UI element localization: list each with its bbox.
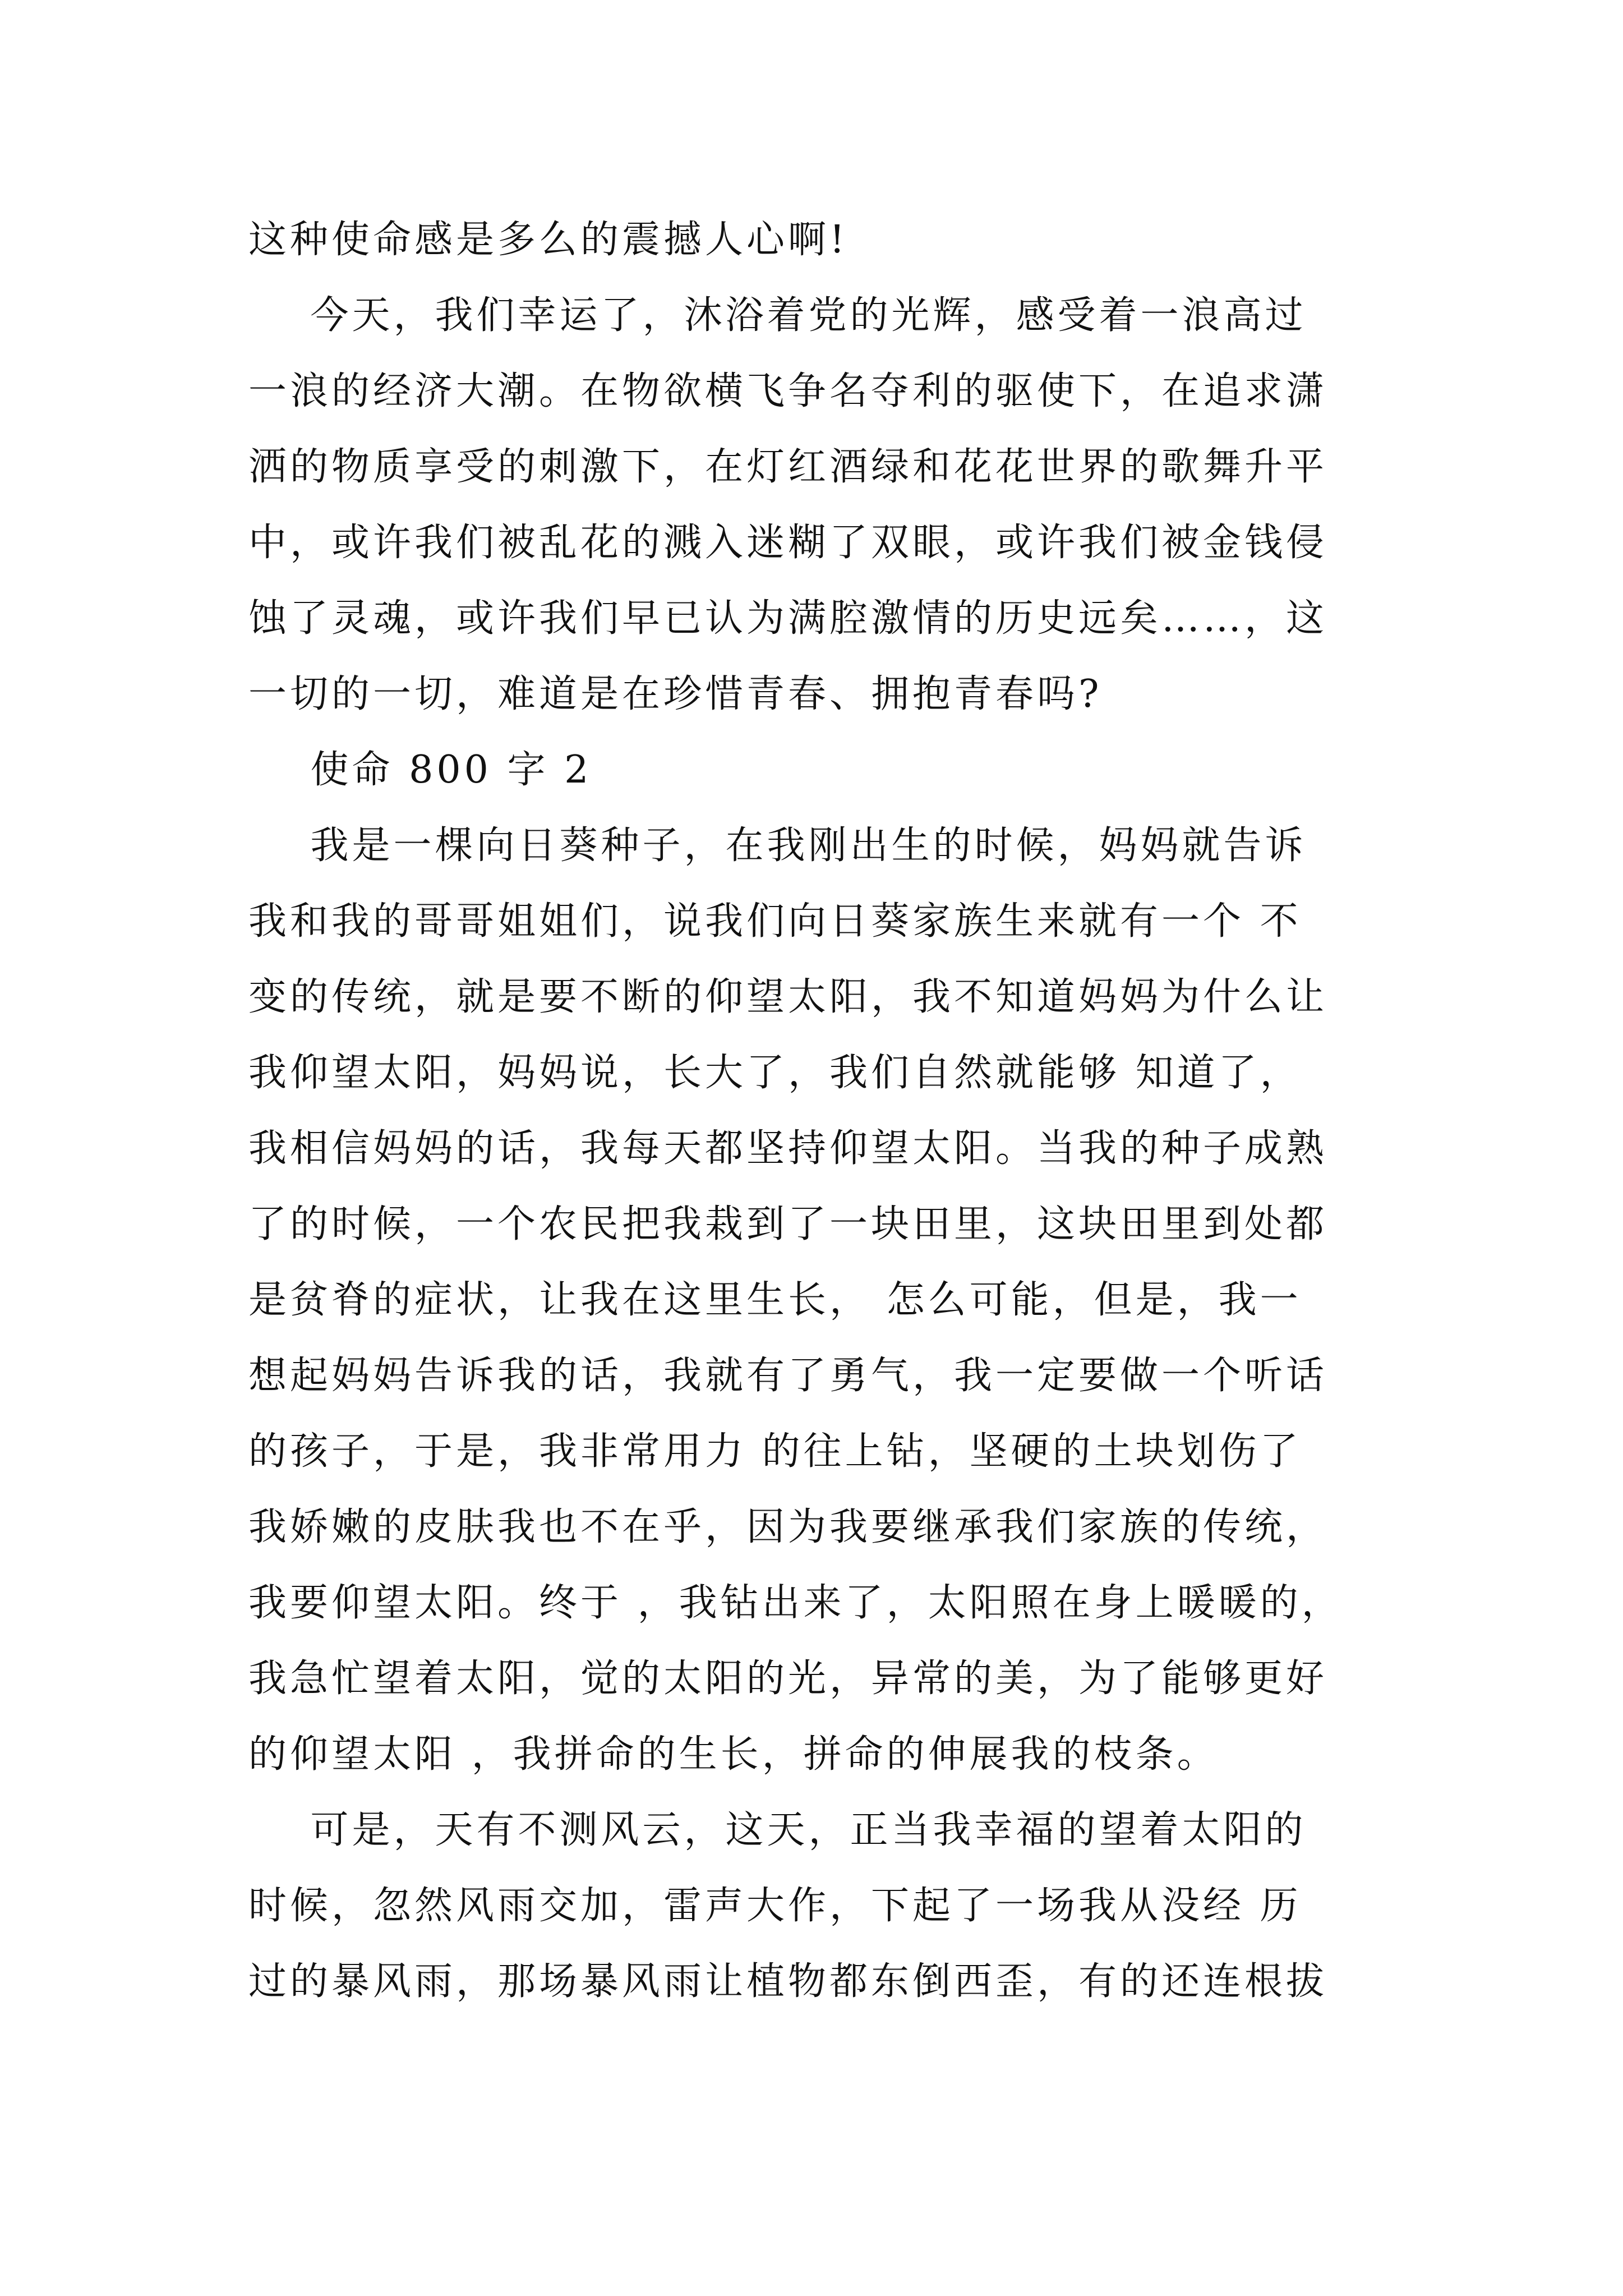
document-body (248, 202, 1381, 2019)
text-line: 是贫脊的症状，让我在这里生长， 怎么可能，但是，我一 (248, 1278, 1302, 1322)
text-line: 一切的一切，难道是在珍惜青春、拥抱青春吗? (248, 672, 1103, 716)
text-line: 过的暴风雨，那场暴风雨让植物都东倒西歪，有的还连根拔 (248, 1959, 1328, 2004)
text-line: 今天，我们幸运了，沐浴着党的光辉，感受着一浪高过 (248, 293, 1307, 338)
text-line: 中，或许我们被乱花的溅入迷糊了双眼，或许我们被金钱侵 (248, 521, 1328, 565)
text-line: 一浪的经济大潮。在物欲横飞争名夺利的驱使下，在追求潇 (248, 369, 1328, 413)
text-line: 我和我的哥哥姐姐们，说我们向日葵家族生来就有一个 不 (248, 899, 1302, 944)
text-line: 的仰望太阳 ，我拼命的生长，拼命的伸展我的枝条。 (248, 1732, 1219, 1777)
text-line: 可是，天有不测风云，这天，正当我幸福的望着太阳的 (248, 1808, 1307, 1852)
text-line: 洒的物质享受的刺激下，在灯红酒绿和花花世界的歌舞升平 (248, 445, 1328, 489)
text-line: 变的传统，就是要不断的仰望太阳，我不知道妈妈为什么让 (248, 975, 1328, 1019)
text-line: 我急忙望着太阳，觉的太阳的光，异常的美，为了能够更好 (248, 1657, 1328, 1701)
text-line: 了的时候，一个农民把我栽到了一块田里，这块田里到处都 (248, 1202, 1328, 1246)
text-line: 想起妈妈告诉我的话，我就有了勇气，我一定要做一个听话 (248, 1354, 1328, 1398)
text-line: 我要仰望太阳。终于 ，我钻出来了，太阳照在身上暖暖的， (248, 1581, 1343, 1625)
text-line: 我仰望太阳，妈妈说，长大了，我们自然就能够 知道了， (248, 1051, 1302, 1095)
text-line: 时候，忽然风雨交加，雷声大作，下起了一场我从没经 历 (248, 1884, 1302, 1928)
section-heading: 使命 800 字 2 (248, 748, 592, 792)
text-line: 我是一棵向日葵种子，在我刚出生的时候，妈妈就告诉 (248, 823, 1307, 868)
text-line: 我娇嫩的皮肤我也不在乎，因为我要继承我们家族的传统， (248, 1505, 1328, 1549)
text-line: 这种使命感是多么的震撼人心啊! (248, 218, 849, 262)
text-line: 我相信妈妈的话，我每天都坚持仰望太阳。当我的种子成熟 (248, 1126, 1328, 1171)
text-line: 蚀了灵魂，或许我们早已认为满腔激情的历史远矣……，这 (248, 596, 1328, 641)
text-line: 的孩子，于是，我非常用力 的往上钻，坚硬的土块划伤了 (248, 1429, 1302, 1474)
